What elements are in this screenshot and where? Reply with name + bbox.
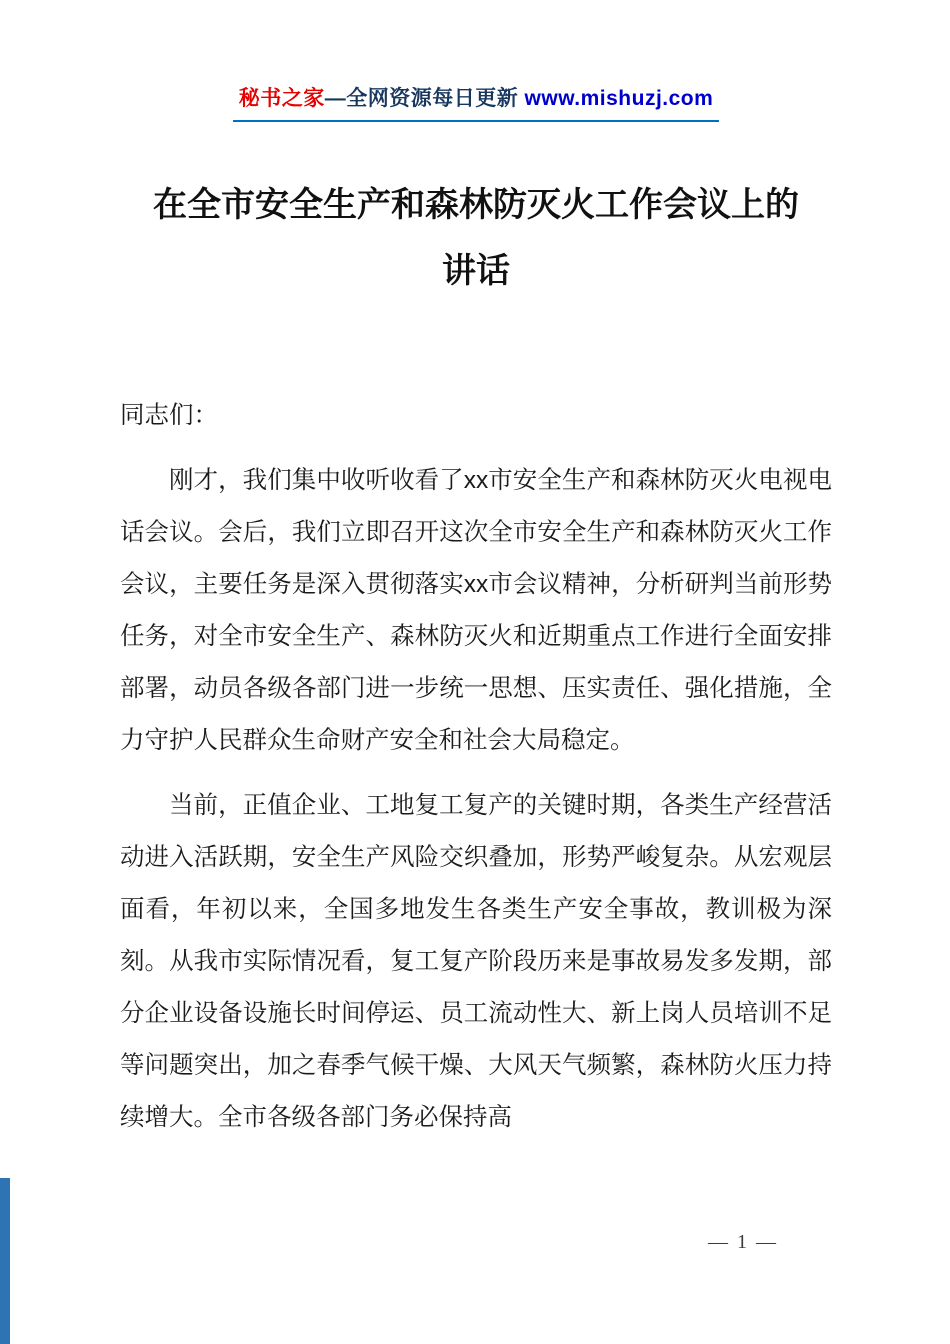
left-edge-accent-bar	[0, 1178, 10, 1344]
document-title-line-2: 讲话	[442, 252, 510, 290]
site-brand: 秘书之家	[238, 87, 325, 110]
site-tagline: —全网资源每日更新	[324, 87, 525, 110]
page-number: — 1 —	[708, 1231, 778, 1253]
document-title-line-1: 在全市安全生产和森林防灭火工作会议上的	[153, 186, 799, 224]
site-header-text	[233, 82, 720, 122]
document-title	[120, 172, 832, 304]
body-paragraph-1: 刚才，我们集中收听收看了xx市安全生产和森林防灭火电视电话会议。会后，我们立即召开这次全市安全生产和森林防灭火工作会议，主要任务是深入贯彻落实xx市会议精神，分析研判当前形势任务，对全市安全生产、森林防灭火和近期重点工作进行全面安排部署，动员各级各部门进一步统一思想、压实责任、强化措施，全力守护人民群众生命财产安全和社会大局稳定。	[120, 467, 832, 754]
body-paragraph-2: 当前，正值企业、工地复工复产的关键时期，各类生产经营活动进入活跃期，安全生产风险交织叠加，形势严峻复杂。从宏观层面看，年初以来，全国多地发生各类生产安全事故，教训极为深刻。从我市实际情况看，复工复产阶段历来是事故易发多发期，部分企业设备设施长时间停运、员工流动性大、新上岗人员培训不足等问题突出，加之春季气候干燥、大风天气频繁，森林防火压力持续增大。全市各级各部门务必保持高	[120, 792, 832, 1131]
salutation: 同志们：	[120, 402, 218, 429]
site-header	[120, 82, 832, 122]
site-url-link[interactable]: www.mishuzj.com	[524, 87, 714, 110]
